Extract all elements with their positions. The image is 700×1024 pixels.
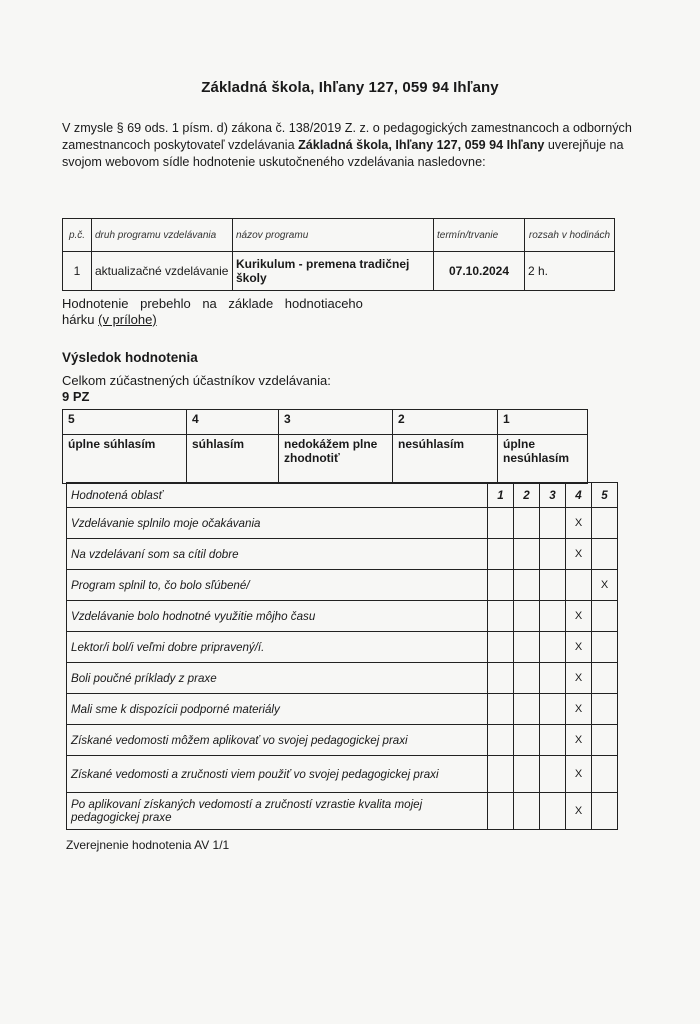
score-cell xyxy=(540,570,566,601)
evaluation-note-prefix: hárku xyxy=(62,312,99,327)
evaluation-area-label: Vzdelávanie splnilo moje očakávania xyxy=(67,508,488,539)
score-cell: X xyxy=(566,725,592,756)
scale-number: 1 xyxy=(498,410,588,435)
score-cell: X xyxy=(566,756,592,793)
score-cell xyxy=(488,694,514,725)
area-header: Hodnotená oblasť xyxy=(67,483,488,508)
evaluation-row xyxy=(67,663,618,694)
score-cell xyxy=(592,508,618,539)
score-cell xyxy=(514,725,540,756)
score-cell xyxy=(566,570,592,601)
program-type: aktualizačné vzdelávanie xyxy=(92,252,233,291)
evaluation-row xyxy=(67,725,618,756)
evaluation-row xyxy=(67,570,618,601)
score-cell xyxy=(592,694,618,725)
evaluation-area-label: Získané vedomosti a zručnosti viem použiť vo svojej pedagogickej praxi xyxy=(67,756,488,793)
document-title: Základná škola, Ihľany 127, 059 94 Ihľany xyxy=(201,79,499,96)
evaluation-area-label: Program splnil to, čo bolo sľúbené/ xyxy=(67,570,488,601)
score-cell xyxy=(592,539,618,570)
score-header: 5 xyxy=(592,483,618,508)
score-cell xyxy=(514,632,540,663)
score-cell: X xyxy=(566,694,592,725)
scale-label: nesúhlasím xyxy=(393,435,498,484)
evaluation-area-label: Získané vedomosti môžem aplikovať vo svojej pedagogickej praxi xyxy=(67,725,488,756)
score-cell xyxy=(514,793,540,830)
score-cell: X xyxy=(566,539,592,570)
score-cell xyxy=(540,725,566,756)
score-cell xyxy=(592,601,618,632)
evaluation-row xyxy=(67,601,618,632)
score-cell xyxy=(514,539,540,570)
score-cell xyxy=(488,663,514,694)
score-cell: X xyxy=(566,508,592,539)
attachment-link: (v prílohe) xyxy=(98,312,157,327)
header-cell: názov programu xyxy=(233,219,434,252)
header-cell: termín/trvanie xyxy=(434,219,525,252)
evaluation-table-header xyxy=(67,483,618,508)
intro-text-2: uverejňuje na svojom webovom sídle hodnotenie uskutočneného vzdelávania nasledovne: xyxy=(62,138,624,169)
score-cell xyxy=(540,601,566,632)
evaluation-row xyxy=(67,793,618,830)
score-cell xyxy=(488,570,514,601)
scale-number: 2 xyxy=(393,410,498,435)
scale-numbers-row xyxy=(63,410,588,435)
participants-block xyxy=(62,373,331,405)
score-cell: X xyxy=(566,601,592,632)
score-cell xyxy=(514,570,540,601)
intro-paragraph xyxy=(62,120,642,171)
score-cell xyxy=(592,632,618,663)
score-cell xyxy=(488,508,514,539)
score-cell xyxy=(540,632,566,663)
score-cell xyxy=(514,601,540,632)
score-cell xyxy=(540,793,566,830)
score-cell xyxy=(488,725,514,756)
scale-label: úplne nesúhlasím xyxy=(498,435,588,484)
evaluation-table xyxy=(66,482,618,830)
score-cell xyxy=(592,793,618,830)
evaluation-area-label: Boli poučné príklady z praxe xyxy=(67,663,488,694)
evaluation-note-line1: Hodnotenie prebehlo na základe hodnotiaceho xyxy=(62,296,363,311)
program-number: 1 xyxy=(63,252,92,291)
score-cell xyxy=(514,508,540,539)
score-cell xyxy=(488,539,514,570)
scale-number: 5 xyxy=(63,410,187,435)
scale-label: nedokážem plne zhodnotiť xyxy=(279,435,393,484)
rating-scale-table xyxy=(62,409,588,484)
evaluation-area-label: Mali sme k dispozícii podporné materiály xyxy=(67,694,488,725)
score-cell: X xyxy=(592,570,618,601)
program-date: 07.10.2024 xyxy=(434,252,525,291)
score-cell xyxy=(540,663,566,694)
evaluation-area-label: Vzdelávanie bolo hodnotné využitie môjho času xyxy=(67,601,488,632)
program-table xyxy=(62,218,615,291)
program-table-header xyxy=(63,219,615,252)
evaluation-area-label: Lektor/i bol/i veľmi dobre pripravený/í. xyxy=(67,632,488,663)
participants-label: Celkom zúčastnených účastníkov vzdelávania: xyxy=(62,373,331,388)
evaluation-row xyxy=(67,539,618,570)
scale-labels-row xyxy=(63,435,588,484)
evaluation-row xyxy=(67,694,618,725)
intro-school-name: Základná škola, Ihľany 127, 059 94 Ihľany xyxy=(298,138,545,152)
score-cell xyxy=(540,539,566,570)
scale-number: 4 xyxy=(187,410,279,435)
score-cell xyxy=(592,663,618,694)
evaluation-row xyxy=(67,756,618,793)
evaluation-note xyxy=(62,296,363,328)
scale-number: 3 xyxy=(279,410,393,435)
program-table-row xyxy=(63,252,615,291)
score-cell xyxy=(592,725,618,756)
header-cell: druh programu vzdelávania xyxy=(92,219,233,252)
header-cell: rozsah v hodinách xyxy=(525,219,615,252)
result-heading: Výsledok hodnotenia xyxy=(62,350,198,365)
score-cell xyxy=(514,756,540,793)
evaluation-note-line2 xyxy=(62,312,363,328)
score-cell xyxy=(592,756,618,793)
scale-label: úplne súhlasím xyxy=(63,435,187,484)
program-name: Kurikulum - premena tradičnej školy xyxy=(233,252,434,291)
score-cell xyxy=(488,632,514,663)
footer-note: Zverejnenie hodnotenia AV 1/1 xyxy=(66,838,230,852)
score-cell xyxy=(488,756,514,793)
score-cell xyxy=(514,663,540,694)
score-header: 4 xyxy=(566,483,592,508)
evaluation-row xyxy=(67,632,618,663)
participants-value: 9 PZ xyxy=(62,389,90,404)
score-cell: X xyxy=(566,663,592,694)
score-cell: X xyxy=(566,632,592,663)
score-cell xyxy=(514,694,540,725)
score-cell xyxy=(488,793,514,830)
evaluation-area-label: Po aplikovaní získaných vedomostí a zručností vzrastie kvalita mojej pedagogickej praxe xyxy=(67,793,488,830)
score-header: 3 xyxy=(540,483,566,508)
score-cell xyxy=(540,508,566,539)
score-cell: X xyxy=(566,793,592,830)
intro-text-1: V zmysle § 69 ods. 1 písm. d) zákona č. 138/2019 Z. z. o pedagogických zamestnancoch a odborných zamestnancoch poskytovateľ vzdelávania xyxy=(62,121,632,152)
score-cell xyxy=(540,756,566,793)
score-cell xyxy=(540,694,566,725)
header-cell: p.č. xyxy=(63,219,92,252)
program-hours: 2 h. xyxy=(525,252,615,291)
score-header: 1 xyxy=(488,483,514,508)
score-header: 2 xyxy=(514,483,540,508)
scale-label: súhlasím xyxy=(187,435,279,484)
evaluation-row xyxy=(67,508,618,539)
score-cell xyxy=(488,601,514,632)
evaluation-area-label: Na vzdelávaní som sa cítil dobre xyxy=(67,539,488,570)
